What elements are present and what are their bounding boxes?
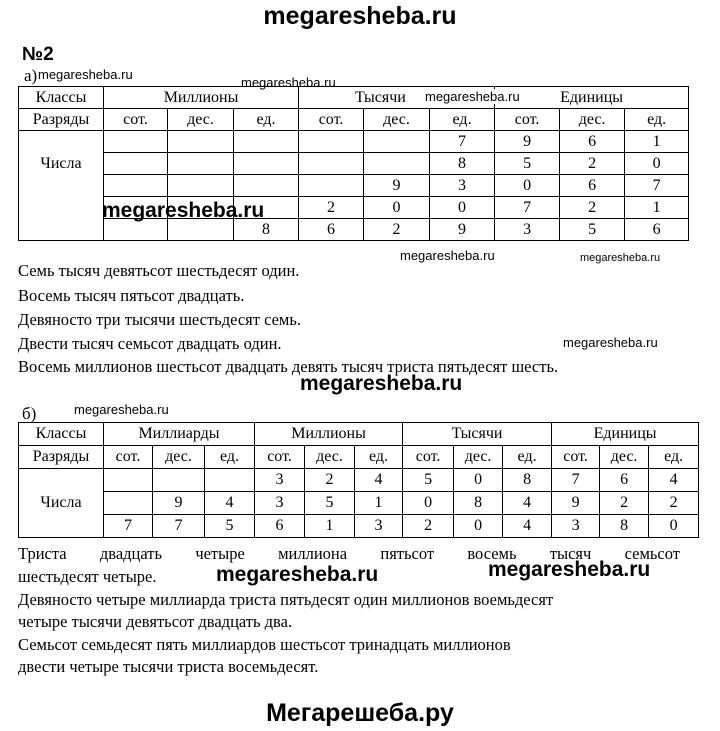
table-row: [19, 175, 689, 197]
digit-cell: [299, 131, 364, 153]
watermark: megaresheba.ru: [300, 372, 463, 395]
word: Триста: [18, 544, 67, 563]
digit-cell: 2: [600, 492, 649, 515]
digit-cell: 3: [430, 175, 495, 197]
table-row: [19, 515, 699, 538]
digit-cell: 0: [649, 515, 699, 538]
row-header-classes: Классы: [19, 423, 104, 446]
digit-cell: 1: [625, 197, 689, 219]
watermark: megaresheba.ru: [38, 67, 133, 82]
digit-cell: 0: [430, 197, 495, 219]
class-header: Единицы: [552, 423, 699, 446]
digit-cell: 3: [495, 219, 560, 241]
digit-cell: 7: [552, 469, 600, 492]
rank-cell: ед.: [430, 109, 495, 131]
digit-cell: 4: [649, 469, 699, 492]
digit-cell: 1: [625, 131, 689, 153]
digit-cell: 6: [560, 131, 625, 153]
rank-cell: дес.: [600, 446, 649, 469]
rank-cell: сот.: [104, 109, 168, 131]
digit-cell: 0: [364, 197, 430, 219]
digit-cell: [299, 175, 364, 197]
digit-cell: 9: [364, 175, 430, 197]
class-header: Миллиарды: [104, 423, 255, 446]
class-header: Миллионы: [104, 87, 299, 109]
digit-cell: 8: [503, 469, 552, 492]
rank-cell: сот.: [299, 109, 364, 131]
digit-cell: 0: [454, 469, 503, 492]
footer-title: Мегарешеба.ру: [266, 699, 454, 727]
rank-cell: дес.: [153, 446, 205, 469]
digit-cell: 7: [153, 515, 205, 538]
digit-cell: 7: [104, 515, 153, 538]
digit-cell: [364, 153, 430, 175]
digit-cell: [104, 492, 153, 515]
watermark: megaresheba.ru: [400, 248, 495, 263]
digit-cell: 0: [625, 153, 689, 175]
digit-cell: 5: [560, 219, 625, 241]
answer-line: Девяносто три тысячи шестьдесят семь.: [18, 310, 302, 329]
digit-cell: [168, 175, 234, 197]
digit-cell: 1: [305, 515, 355, 538]
answer-line: Семь тысяч девятьсот шестьдесят один.: [18, 261, 300, 280]
class-header: Тысячи: [403, 423, 552, 446]
digit-cell: 2: [560, 197, 625, 219]
digit-cell: 7: [495, 197, 560, 219]
row-header-ranks: Разряды: [19, 446, 104, 469]
table-row: [19, 469, 699, 492]
digit-cell: 3: [255, 492, 305, 515]
watermark: megaresheba.ru: [216, 563, 379, 586]
digit-cell: 3: [255, 469, 305, 492]
digit-cell: 6: [560, 175, 625, 197]
digit-cell: 0: [403, 492, 454, 515]
digit-cell: 5: [205, 515, 255, 538]
digit-cell: [168, 131, 234, 153]
digit-cell: 2: [403, 515, 454, 538]
digit-cell: [104, 469, 153, 492]
rank-cell: сот.: [255, 446, 305, 469]
word: тысяч: [549, 544, 592, 563]
rank-cell: ед.: [649, 446, 699, 469]
rank-cell: сот.: [104, 446, 153, 469]
digit-cell: 1: [355, 492, 403, 515]
digit-cell: 9: [430, 219, 495, 241]
digit-cell: [364, 131, 430, 153]
digit-cell: 2: [364, 219, 430, 241]
digit-cell: 7: [430, 131, 495, 153]
class-header: Тысячи: [299, 87, 495, 109]
digit-cell: [234, 131, 299, 153]
digit-cell: [104, 131, 168, 153]
digit-cell: 7: [625, 175, 689, 197]
row-header-ranks: Разряды: [19, 109, 104, 131]
digit-cell: [153, 469, 205, 492]
part-a-label: а): [24, 66, 38, 85]
rank-cell: сот.: [495, 109, 560, 131]
digit-cell: [234, 175, 299, 197]
digit-cell: 3: [552, 515, 600, 538]
rank-cell: дес.: [168, 109, 234, 131]
table-row-classes: [19, 423, 699, 446]
digit-cell: 2: [560, 153, 625, 175]
digit-cell: [168, 153, 234, 175]
digit-cell: [205, 469, 255, 492]
word: восемь: [467, 544, 517, 563]
digit-cell: 8: [430, 153, 495, 175]
digit-cell: 9: [495, 131, 560, 153]
table-row: [19, 153, 689, 175]
watermark: megaresheba.ru: [488, 558, 651, 581]
digit-cell: 5: [305, 492, 355, 515]
class-header: Миллионы: [255, 423, 403, 446]
table-part-b: [18, 422, 699, 538]
answer-line: Семьсот семьдесят пять миллиардов шестьсот тринадцать миллионов: [18, 635, 511, 654]
digit-cell: [104, 153, 168, 175]
table-row-ranks: [19, 109, 689, 131]
answer-line: Девяносто четыре миллиарда триста пятьдесят один миллионов воемьдесят: [18, 590, 554, 609]
digit-cell: [299, 153, 364, 175]
answer-line: Двести тысяч семьсот двадцать один.: [18, 334, 282, 353]
digit-cell: 9: [153, 492, 205, 515]
rank-cell: ед.: [234, 109, 299, 131]
digit-cell: [234, 153, 299, 175]
digit-cell: 4: [205, 492, 255, 515]
watermark: megaresheba.ru: [425, 89, 520, 104]
digit-cell: 9: [552, 492, 600, 515]
word: четыре: [195, 544, 245, 563]
digit-cell: 6: [299, 219, 364, 241]
class-header: Единицы: [495, 87, 689, 109]
answer-line: двести четыре тысячи триста восемьдесят.: [18, 657, 319, 676]
answer-line: четыре тысячи девятьсот двадцать два.: [18, 612, 293, 631]
digit-cell: 4: [355, 469, 403, 492]
row-header-classes: Классы: [19, 87, 104, 109]
rank-cell: дес.: [364, 109, 430, 131]
digit-cell: 3: [355, 515, 403, 538]
digit-cell: 8: [234, 219, 299, 241]
digit-cell: 4: [503, 515, 552, 538]
rank-cell: дес.: [560, 109, 625, 131]
watermark: megaresheba.ru: [580, 252, 661, 264]
rank-cell: дес.: [305, 446, 355, 469]
watermark: megaresheba.ru: [102, 199, 265, 222]
rank-cell: дес.: [454, 446, 503, 469]
digit-cell: 6: [255, 515, 305, 538]
word: пятьсот: [380, 544, 435, 563]
part-b-label: б): [22, 404, 37, 423]
digit-cell: 8: [600, 515, 649, 538]
rank-cell: ед.: [355, 446, 403, 469]
digit-cell: 0: [495, 175, 560, 197]
watermark: megaresheba.ru: [563, 335, 658, 350]
word: миллиона: [278, 544, 348, 563]
digit-cell: 6: [600, 469, 649, 492]
rank-cell: сот.: [552, 446, 600, 469]
digit-cell: 5: [403, 469, 454, 492]
digit-cell: 5: [495, 153, 560, 175]
watermark: megaresheba.ru: [74, 402, 169, 417]
digit-cell: 2: [299, 197, 364, 219]
rank-cell: ед.: [625, 109, 689, 131]
answer-line: шестьдесят четыре.: [18, 567, 157, 586]
rank-cell: ед.: [205, 446, 255, 469]
watermark: megaresheba.ru: [241, 75, 336, 90]
site-title: megaresheba.ru: [263, 2, 457, 30]
task-number: №2: [22, 44, 54, 65]
table-row-ranks: [19, 446, 699, 469]
digit-cell: 6: [625, 219, 689, 241]
word: семьсот: [624, 544, 680, 563]
answer-line: Восемь миллионов шестьсот двадцать девять тысяч триста пятьдесят шесть.: [18, 357, 559, 376]
answer-line: Восемь тысяч пятьсот двадцать.: [18, 286, 245, 305]
word: двадцать: [99, 544, 163, 563]
row-header-numbers: Числа: [19, 469, 104, 538]
rank-cell: сот.: [403, 446, 454, 469]
rank-cell: ед.: [503, 446, 552, 469]
digit-cell: 2: [305, 469, 355, 492]
table-row: [19, 131, 689, 153]
row-header-numbers: Числа: [19, 131, 104, 241]
table-row-classes: [19, 87, 689, 109]
table-row: [19, 492, 699, 515]
digit-cell: 8: [454, 492, 503, 515]
digit-cell: 2: [649, 492, 699, 515]
digit-cell: 0: [454, 515, 503, 538]
digit-cell: 4: [503, 492, 552, 515]
digit-cell: [104, 175, 168, 197]
